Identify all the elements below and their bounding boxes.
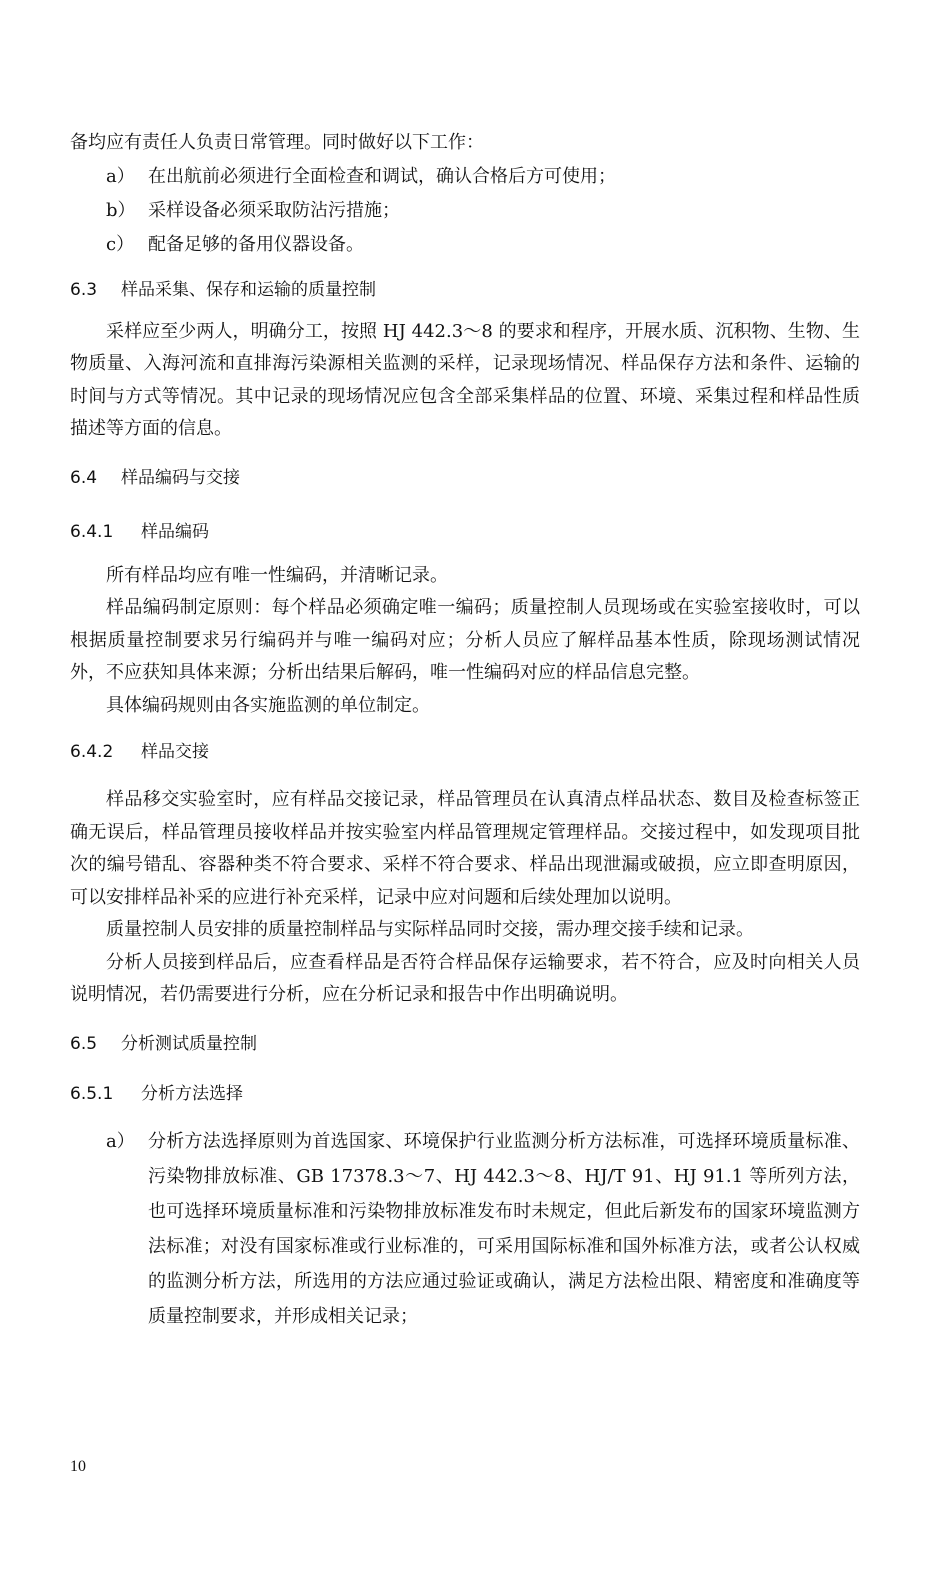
section-6-4-1-paragraph-1: 所有样品均应有唯一性编码，并清晰记录。 <box>106 564 448 586</box>
list-text: 采样设备必须采取防沾污措施； <box>148 199 400 221</box>
section-6-4-1-paragraph-3: 具体编码规则由各实施监测的单位制定。 <box>106 694 430 716</box>
section-number: 6.4.1 <box>70 521 114 542</box>
list-item <box>70 1124 860 1334</box>
section-heading-6-5-1 <box>70 1080 860 1108</box>
list-text: 分析方法选择原则为首选国家、环境保护行业监测分析方法标准，可选择环境质量标准、污染物排放标准、GB 17378.3～7、HJ 442.3～8、HJ/T 91、HJ 91.1 等所列方法，也可选择环境质量标准和污染物排放标准发布时未规定，但此后新发布的国家环境监测方法标准；对没有国家标准或行业标准的，可采用国际标准和国外标准方法，或者公认权威的监测分析方法，所选用的方法应通过验证或确认，满足方法检出限、精密度和准确度等质量控制要求，并形成相关记录； <box>148 1130 860 1327</box>
intro-line: 备均应有责任人负责日常管理。同时做好以下工作： <box>70 132 484 153</box>
page-number: 10 <box>70 1458 86 1475</box>
section-number: 6.5 <box>70 1033 98 1054</box>
section-6-4-1-paragraph-2: 样品编码制定原则：每个样品必须确定唯一编码；质量控制人员现场或在实验室接收时，可以根据质量控制要求另行编码并与唯一编码对应；分析人员应了解样品基本性质，除现场测试情况外，不应获知具体来源；分析出结果后解码，唯一性编码对应的样品信息完整。 <box>70 597 860 683</box>
section-title: 分析测试质量控制 <box>121 1033 257 1054</box>
list-item <box>70 160 860 194</box>
list-text: 在出航前必须进行全面检查和调试，确认合格后方可使用； <box>148 165 616 187</box>
section-6-4-2-paragraph-2: 质量控制人员安排的质量控制样品与实际样品同时交接，需办理交接手续和记录。 <box>106 919 754 940</box>
section-number: 6.4 <box>70 467 98 488</box>
intro-list <box>70 160 860 262</box>
section-number: 6.3 <box>70 279 98 300</box>
section-title: 样品编码与交接 <box>121 467 240 488</box>
list-item <box>70 194 860 228</box>
list-text: 配备足够的备用仪器设备。 <box>148 233 364 255</box>
list-marker: b） <box>106 199 136 221</box>
list-marker: a） <box>106 165 135 187</box>
section-heading-6-4 <box>70 464 860 492</box>
section-number: 6.4.2 <box>70 742 114 762</box>
list-marker: c） <box>106 233 135 255</box>
section-6-4-2-paragraph-3: 分析人员接到样品后，应查看样品是否符合样品保存运输要求，若不符合，应及时向相关人员说明情况，若仍需要进行分析，应在分析记录和报告中作出明确说明。 <box>70 951 860 1005</box>
section-title: 分析方法选择 <box>141 1083 243 1104</box>
section-heading-6-3 <box>70 276 860 304</box>
section-title: 样品采集、保存和运输的质量控制 <box>121 279 376 300</box>
section-title: 样品编码 <box>141 521 209 542</box>
section-heading-6-4-1 <box>70 518 860 546</box>
section-number: 6.5.1 <box>70 1083 114 1104</box>
section-6-3-paragraph: 采样应至少两人，明确分工，按照 HJ 442.3～8 的要求和程序，开展水质、沉积物、生物、生物质量、入海河流和直排海污染源相关监测的采样，记录现场情况、样品保存方法和条件、运输的时间与方式等情况。其中记录的现场情况应包含全部采集样品的位置、环境、采集过程和样品性质描述等方面的信息。 <box>70 320 860 439</box>
section-title: 样品交接 <box>141 742 209 762</box>
document-body <box>70 125 860 1334</box>
section-heading-6-5 <box>70 1030 860 1058</box>
list-marker: a） <box>106 1130 135 1152</box>
section-heading-6-4-2 <box>70 738 860 766</box>
section-6-4-2-paragraph-1: 样品移交实验室时，应有样品交接记录，样品管理员在认真清点样品状态、数目及检查标签正确无误后，样品管理员接收样品并按实验室内样品管理规定管理样品。交接过程中，如发现项目批次的编号错乱、容器种类不符合要求、采样不符合要求、样品出现泄漏或破损，应立即查明原因，可以安排样品补采的应进行补充采样，记录中应对问题和后续处理加以说明。 <box>70 789 860 908</box>
list-item <box>70 228 860 262</box>
